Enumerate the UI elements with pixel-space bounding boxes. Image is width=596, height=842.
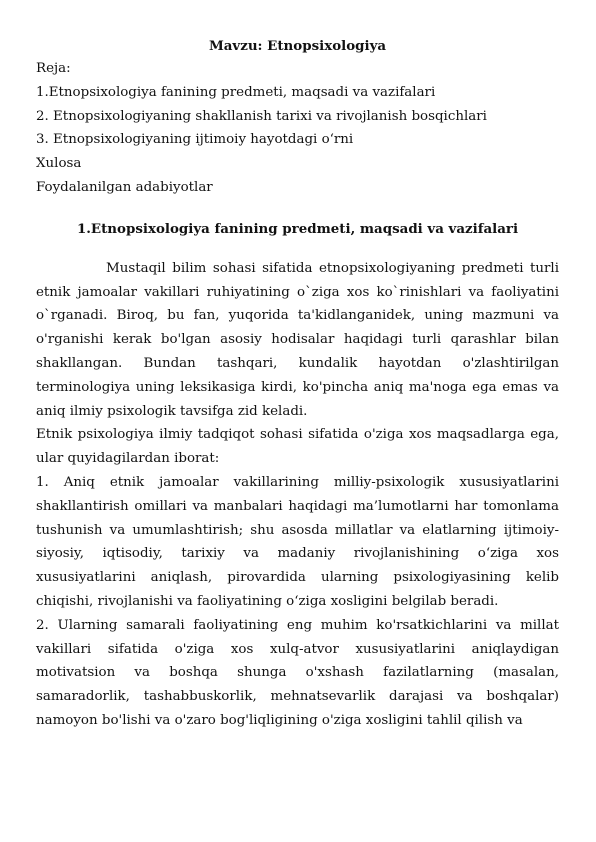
plan-list xyxy=(36,57,559,200)
paragraph-goal-1: 1. Aniq etnik jamoalar vakillarining milliy-psixologik xususiyatlarini shakllantirish omillari va manbalari haqidagi ma’lumotlarni har tomonlama tushunish va umumlashtirish; shu asosda millatlar va elatlarning ijtimoiy-siyosiy, iqtisodiy, tarixiy va madaniy rivojlanishining o‘ziga xos xususiyatlarini aniqlash, pirovardida ularning psixologiyasining kelib chiqishi, rivojlanishi va faoliyatining o‘ziga xosligini belgilab beradi. xyxy=(36,474,559,609)
plan-item-references: Foydalanilgan adabiyotlar xyxy=(36,179,213,195)
plan-heading: Reja: xyxy=(36,61,71,76)
plan-item-3: 3. Etnopsixologiyaning ijtimoiy hayotdagi o‘rni xyxy=(36,132,354,148)
plan-item-conclusion: Xulosa xyxy=(36,156,82,172)
paragraph-goals: Etnik psixologiya ilmiy tadqiqot sohasi sifatida o'ziga xos maqsadlarga ega, ular quyidagilardan iborat: xyxy=(36,427,559,467)
document-title: Mavzu: Etnopsixologiya xyxy=(208,38,387,54)
paragraph-goal-2: 2. Ularning samarali faoliyatining eng muhim ko'rsatkichlarini va millat vakillari sifatida o'ziga xos xulq-atvor xususiyatlarini aniqlaydigan motivatsion va boshqa shunga o'xshash fazilatlarning (masalan, samaradorlik, tashabbuskorlik, mehnatsevarlik darajasi va boshqalar) namoyon bo'lishi va o'zaro bog'liqligining o'ziga xosligini tahlil qilish va xyxy=(36,617,559,728)
document-page xyxy=(36,36,559,733)
section-heading: 1.Etnopsixologiya fanining predmeti, maqsadi va vazifalari xyxy=(76,220,519,237)
paragraph-intro: Mustaqil bilim sohasi sifatida etnopsixologiyaning predmeti turli etnik jamoalar vakillari ruhiyatining o`ziga xos ko`rinishlari va faoliyatini o`rganadi. Biroq, bu fan, yuqorida ta'kidlanganidek, uning mazmuni va o'rganishi kerak bo'lgan asosiy hodisalar haqidagi turli qarashlar bilan shakllangan. Bundan tashqari, kundalik hayotdan o'zlashtirilgan terminologiya uning leksikasiga kirdi, ko'pincha aniq ma'noga ega emas va aniq ilmiy psixologik tavsifga zid keladi. xyxy=(36,260,559,419)
plan-item-2: 2. Etnopsixologiyaning shakllanish tarixi va rivojlanish bosqichlari xyxy=(36,108,487,124)
body-text xyxy=(36,257,559,733)
plan-item-1: 1.Etnopsixologiya fanining predmeti, maqsadi va vazifalari xyxy=(36,84,436,100)
